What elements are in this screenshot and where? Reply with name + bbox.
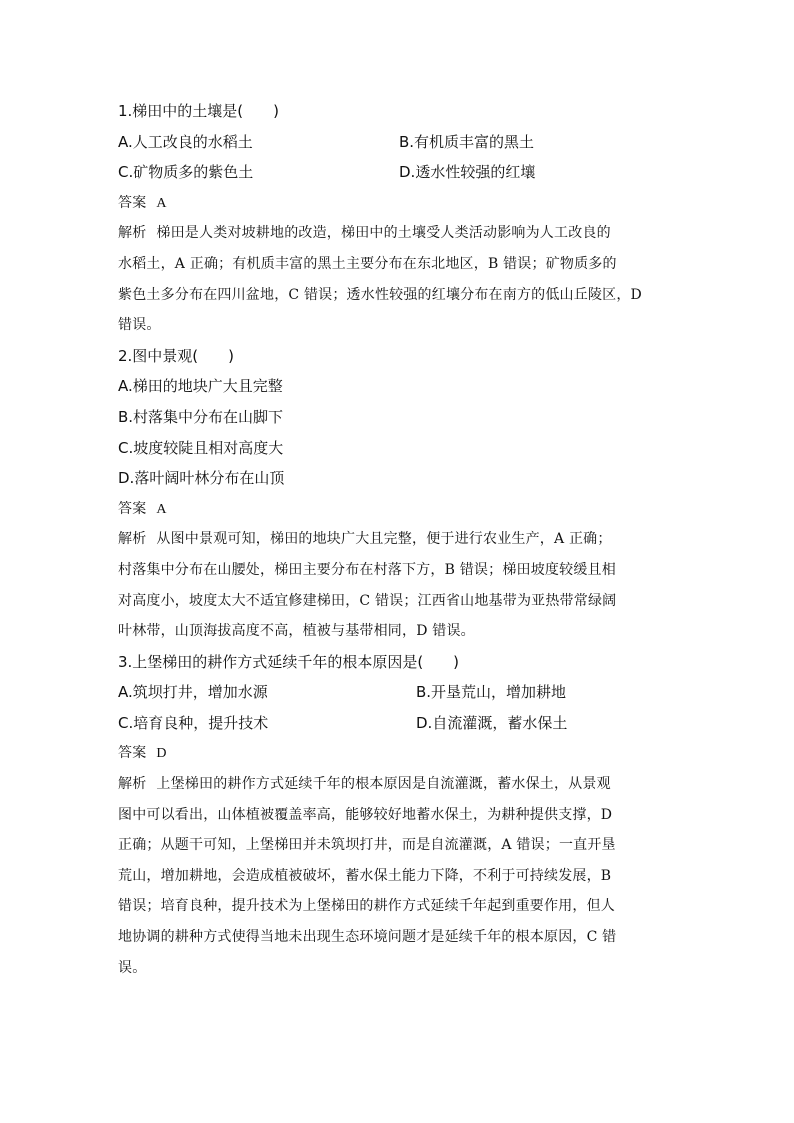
answer-label: 答案	[118, 745, 147, 762]
question-3-options-row-1	[118, 677, 708, 708]
analysis-text: 上堡梯田的耕作方式延续千年的根本原因是自流灌溉，蓄水保土，从景观	[156, 776, 611, 793]
answer-label: 答案	[118, 194, 147, 211]
question-2-analysis-line-1	[118, 524, 708, 555]
question-1-options-row-2	[118, 157, 708, 188]
question-2-stem: 2.图中景观( )	[118, 346, 235, 365]
option-c: C.培育良种，提升技术	[118, 713, 269, 732]
question-3-analysis-line-4: 荒山，增加耕地，会造成植被破坏，蓄水保土能力下降，不利于可持续发展，B	[118, 867, 612, 884]
analysis-text: 梯田是人类对坡耕地的改造，梯田中的土壤受人类活动影响为人工改良的	[156, 225, 611, 242]
question-3-analysis-line-3: 正确；从题干可知，上堡梯田并未筑坝打井，而是自流灌溉，A 错误；一直开垦	[118, 837, 616, 854]
question-3-analysis-line-7: 误。	[118, 959, 147, 976]
option-d: D.落叶阔叶林分布在山顶	[118, 469, 285, 488]
answer-value: A	[156, 195, 167, 211]
option-a: A.人工改良的水稻土	[118, 132, 253, 151]
answer-label: 答案	[118, 500, 147, 517]
option-b: B.村落集中分布在山脚下	[118, 407, 284, 426]
option-a: A.梯田的地块广大且完整	[118, 377, 283, 396]
analysis-label: 解析	[118, 531, 147, 548]
question-3-analysis-line-6: 地协调的耕种方式使得当地未出现生态环境问题才是延续千年的根本原因，C 错	[118, 929, 617, 946]
question-3-stem: 3.上堡梯田的耕作方式延续千年的根本原因是( )	[118, 652, 460, 671]
analysis-text: 从图中景观可知，梯田的地块广大且完整，便于进行农业生产，A 正确；	[156, 531, 612, 548]
answer-value: A	[156, 501, 167, 517]
question-1-analysis-line-4: 错误。	[118, 317, 161, 334]
option-d: D.自流灌溉，蓄水保土	[416, 713, 568, 732]
question-1-options-row-1	[118, 127, 708, 158]
question-1-answer	[118, 188, 708, 219]
question-2-analysis-line-4: 叶林带，山顶海拔高度不高，植被与基带相同，D 错误。	[118, 623, 475, 640]
question-3-options-row-2	[118, 708, 708, 739]
question-1-analysis-line-1	[118, 218, 708, 249]
analysis-label: 解析	[118, 225, 147, 242]
question-3-analysis-line-2: 图中可以看出，山体植被覆盖率高，能够较好地蓄水保土，为耕种提供支撑，D	[118, 806, 613, 823]
question-2-answer	[118, 494, 708, 525]
option-d: D.透水性较强的红壤	[399, 163, 536, 182]
question-3-answer	[118, 738, 708, 769]
option-c: C.坡度较陡且相对高度大	[118, 438, 284, 457]
question-1-analysis-line-2: 水稻土，A 正确；有机质丰富的黑土主要分布在东北地区，B 错误；矿物质多的	[118, 255, 617, 272]
option-b: B.有机质丰富的黑土	[399, 132, 535, 151]
question-3-analysis-line-1	[118, 769, 708, 800]
question-1-analysis-line-3: 紫色土多分布在四川盆地，C 错误；透水性较强的红壤分布在南方的低山丘陵区，D	[118, 286, 642, 303]
question-3-analysis-line-5: 错误；培育良种，提升技术为上堡梯田的耕作方式延续千年起到重要作用，但人	[118, 898, 615, 915]
question-2-analysis-line-3: 对高度小，坡度太大不适宜修建梯田，C 错误；江西省山地基带为亚热带常绿阔	[118, 592, 617, 609]
question-1-stem: 1.梯田中的土壤是( )	[118, 102, 280, 120]
option-b: B.开垦荒山，增加耕地	[416, 683, 567, 702]
answer-value: D	[156, 746, 167, 762]
option-a: A.筑坝打井，增加水源	[118, 683, 268, 702]
document-page	[118, 96, 708, 983]
analysis-label: 解析	[118, 776, 147, 793]
question-2-analysis-line-2: 村落集中分布在山腰处，梯田主要分布在村落下方，B 错误；梯田坡度较缓且相	[118, 561, 616, 578]
option-c: C.矿物质多的紫色土	[118, 163, 254, 182]
